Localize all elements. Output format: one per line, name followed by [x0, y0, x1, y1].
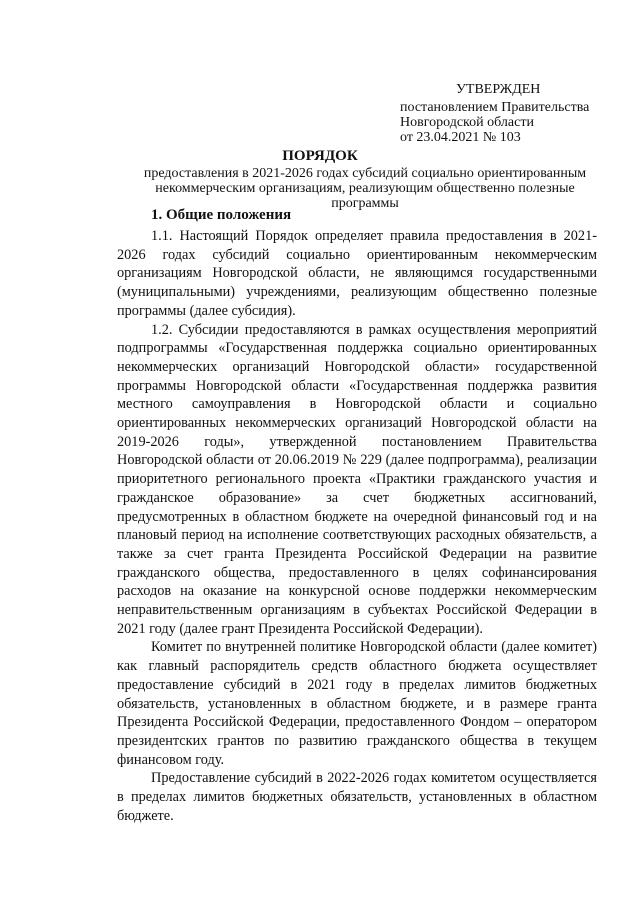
paragraph-1-1: 1.1. Настоящий Порядок определяет правила предоставления в 2021-2026 годах субсидий социально ориентированным некоммерческим организациям Новгородской области, не являющимся государственными (муниципальными) учреждениями, реализующим общественно полезные программы (далее субсидия). — [117, 228, 597, 319]
paragraph-1-2: 1.2. Субсидии предоставляются в рамках осуществления мероприятий подпрограммы «Государственная поддержка социально ориентированных некоммерческих организаций Новгородской области» государственной программы Новгородской области «Государственная поддержка развития местного самоуправления в Новгородской области и социально ориентированных некоммерческих организаций Новгородской области на 2019-2026 годы», утвержденной постановлением Правительства Новгородской области от 20.06.2019 № 229 (далее подпрограмма), реализации приоритетного регионального проекта «Практики гражданского участия и гражданское образование» за счет бюджетных ассигнований, предусмотренных в областном бюджете на очередной финансовый год и на плановый период на исполнение соответствующих расходных обязательств, а также за счет гранта Президента Российской Федерации на развитие гражданского общества, предоставленного в целях софинансирования расходов на оказание на конкурсной основе поддержки некоммерческим неправительственным организациям в субъектах Российской Федерации в 2021 году (далее грант Президента Российской Федерации). — [117, 321, 597, 637]
section-body — [117, 227, 597, 826]
approval-line-1: постановлением Правительства — [400, 100, 590, 115]
approval-line-3: от 23.04.2021 № 103 — [400, 130, 521, 145]
document-title: ПОРЯДОК — [282, 148, 358, 164]
approval-stamp — [400, 82, 589, 145]
document-subtitle: предоставления в 2021-2026 годах субсидий социально ориентированным некоммерческим организациям, реализующим общественно полезные программы — [143, 166, 587, 211]
paragraph-committee: Комитет по внутренней политике Новгородской области (далее комитет) как главный распорядитель средств областного бюджета осуществляет предоставление субсидий в 2021 году в пределах лимитов бюджетных обязательств, установленных в областном бюджете, и в размере гранта Президента Российской Федерации, предоставленного Фондом – оператором президентских грантов по развитию гражданского общества в текущем финансовом году. — [117, 639, 597, 768]
paragraph-2022-2026: Предоставление субсидий в 2022-2026 годах комитетом осуществляется в пределах лимитов бюджетных обязательств, установленных в областном бюджете. — [117, 770, 597, 824]
approval-heading: УТВЕРЖДЕН — [456, 82, 541, 97]
approval-line-2: Новгородской области — [400, 115, 534, 130]
section-title: 1. Общие положения — [151, 207, 292, 223]
